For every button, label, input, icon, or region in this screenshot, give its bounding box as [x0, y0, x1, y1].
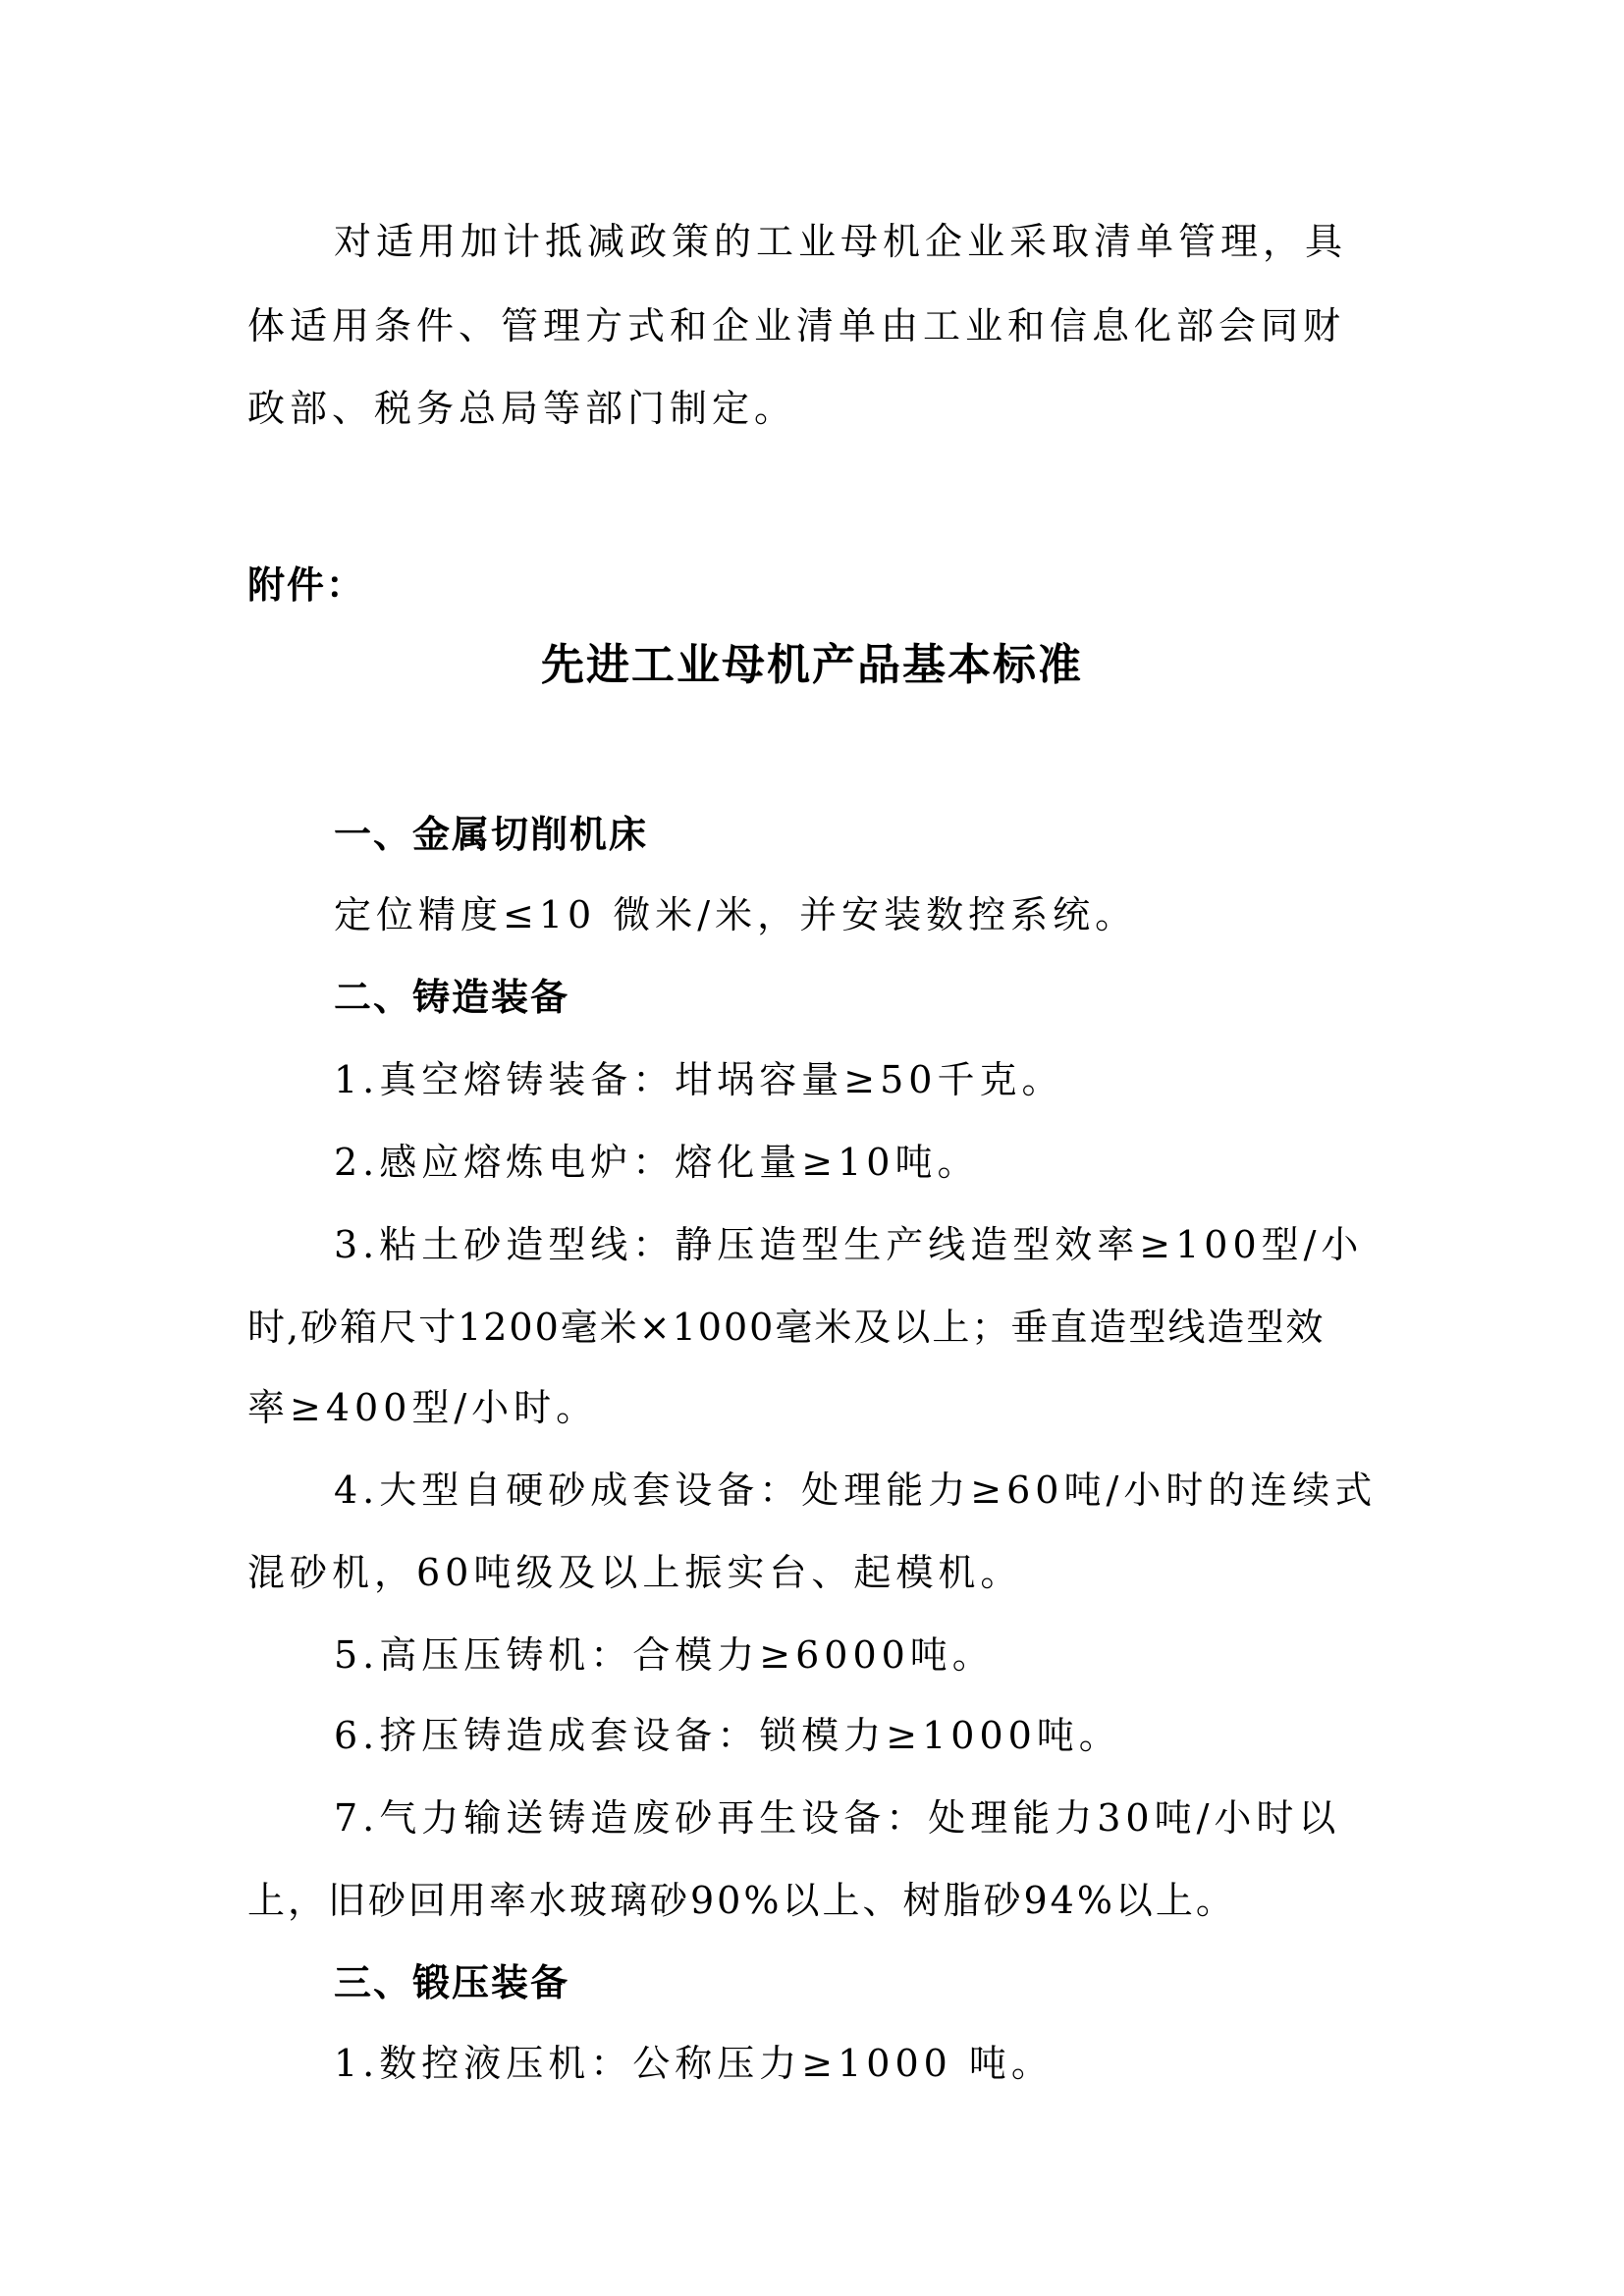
attachment-label: 附件： [247, 563, 366, 607]
section-2-item-1: 1.真空熔铸装备：坩埚容量≥50千克。 [334, 1058, 1064, 1101]
intro-paragraph-line-1: 对适用加计抵减政策的工业母机企业采取清单管理，具 [334, 220, 1348, 263]
section-2-item-7-line-2: 上，旧砂回用率水玻璃砂90%以上、树脂砂94%以上。 [247, 1879, 1236, 1922]
section-2-item-3-line-1: 3.粘土砂造型线：静压造型生产线造型效率≥100型/小 [334, 1223, 1364, 1266]
section-1-heading: 一、金属切削机床 [334, 813, 649, 856]
section-2-item-4-line-2: 混砂机，60吨级及以上振实台、起模机。 [247, 1551, 1023, 1594]
section-2-item-7-line-1: 7.气力输送铸造废砂再生设备：处理能力30吨/小时以 [334, 1796, 1341, 1840]
document-title: 先进工业母机产品基本标准 [541, 640, 1083, 690]
section-2-item-3-line-2: 时,砂箱尺寸1200毫米×1000毫米及以上；垂直造型线造型效 [247, 1306, 1326, 1349]
section-2-item-3-line-3: 率≥400型/小时。 [247, 1386, 599, 1429]
section-1-text: 定位精度≤10 微米/米，并安装数控系统。 [334, 893, 1138, 936]
section-2-item-6: 6.挤压铸造成套设备：锁模力≥1000吨。 [334, 1714, 1121, 1757]
section-3-heading: 三、锻压装备 [334, 1961, 570, 2004]
section-2-item-4-line-1: 4.大型自硬砂成套设备：处理能力≥60吨/小时的连续式 [334, 1468, 1378, 1512]
section-2-item-5: 5.高压压铸机：合模力≥6000吨。 [334, 1633, 995, 1677]
section-2-item-2: 2.感应熔炼电炉：熔化量≥10吨。 [334, 1141, 980, 1184]
section-2-heading: 二、铸造装备 [334, 976, 570, 1019]
intro-paragraph-line-3: 政部、税务总局等部门制定。 [247, 387, 797, 430]
intro-paragraph-line-2: 体适用条件、管理方式和企业清单由工业和信息化部会同财 [247, 304, 1346, 347]
section-3-item-1: 1.数控液压机：公称压力≥1000 吨。 [334, 2042, 1054, 2085]
